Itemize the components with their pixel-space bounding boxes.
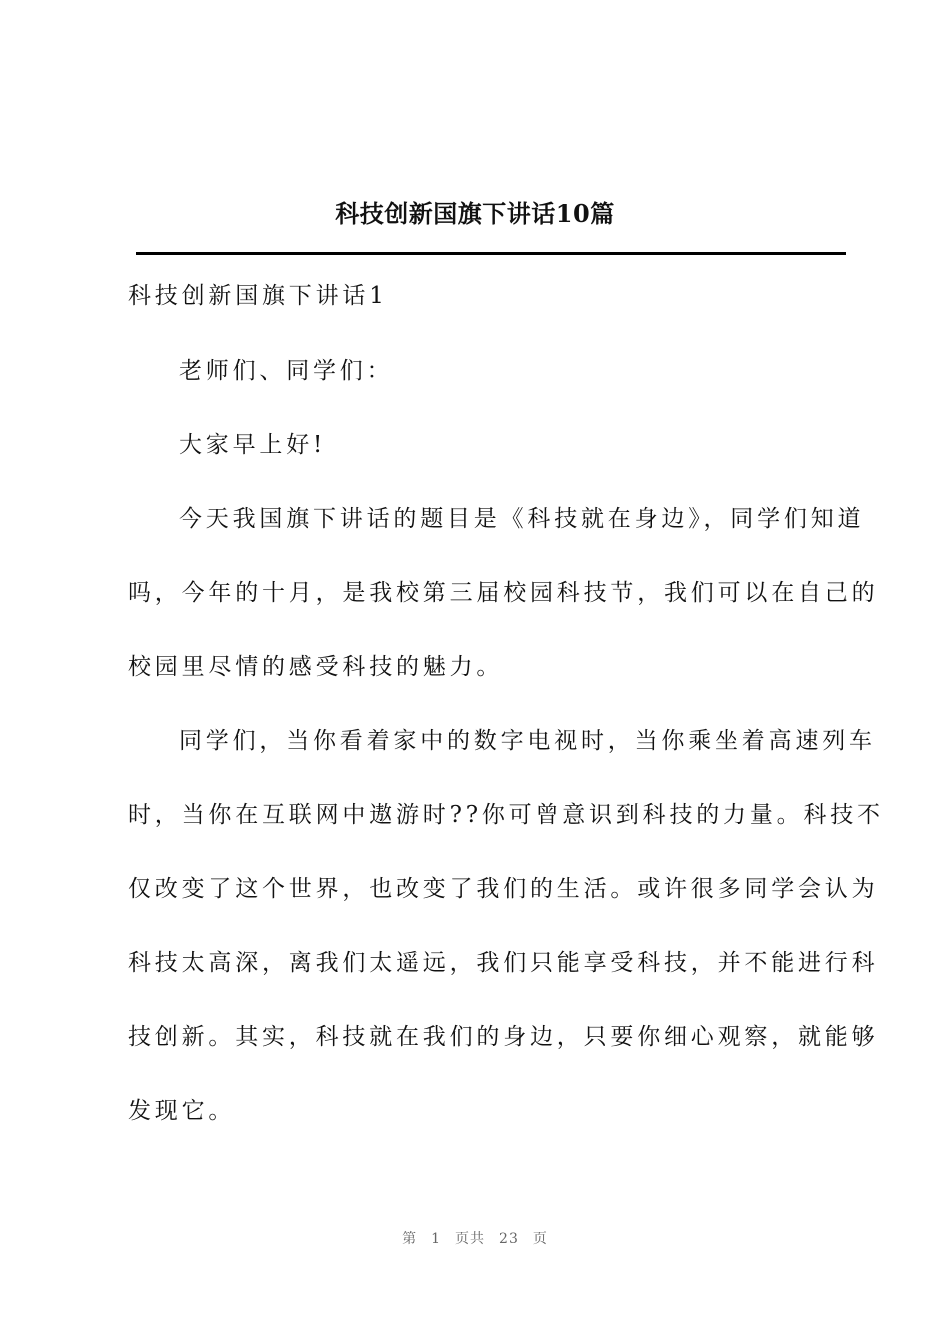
footer-suffix: 页 <box>532 1231 548 1247</box>
page-total: 23 <box>499 1231 519 1247</box>
footer-prefix: 第 <box>402 1231 418 1247</box>
paragraph2-line: 时，当你在互联网中遨游时??你可曾意识到科技的力量。科技不 <box>128 802 884 828</box>
paragraph1-line: 今天我国旗下讲话的题目是《科技就在身边》，同学们知道 <box>179 506 865 532</box>
salutation-line: 大家早上好! <box>179 432 327 458</box>
paragraph2-line: 科技太高深，离我们太遥远，我们只能享受科技，并不能进行科 <box>128 950 879 976</box>
title-divider <box>136 252 846 255</box>
document-title: 科技创新国旗下讲话10篇 <box>335 199 615 228</box>
page-footer <box>0 1228 950 1248</box>
page-number: 1 <box>431 1231 442 1247</box>
paragraph1-line: 吗，今年的十月，是我校第三届校园科技节，我们可以在自己的 <box>128 580 879 606</box>
paragraph2-line: 技创新。其实，科技就在我们的身边，只要你细心观察，就能够 <box>128 1024 879 1050</box>
paragraph1-line: 校园里尽情的感受科技的魅力。 <box>128 654 504 680</box>
paragraph2-line: 同学们，当你看着家中的数字电视时，当你乘坐着高速列车 <box>179 728 876 754</box>
footer-middle: 页共 <box>455 1231 486 1247</box>
paragraph2-line: 仅改变了这个世界，也改变了我们的生活。或许很多同学会认为 <box>128 876 879 902</box>
paragraph2-line: 发现它。 <box>128 1098 236 1124</box>
section-heading: 科技创新国旗下讲话1 <box>128 283 388 309</box>
greeting-line: 老师们、同学们： <box>179 358 394 384</box>
